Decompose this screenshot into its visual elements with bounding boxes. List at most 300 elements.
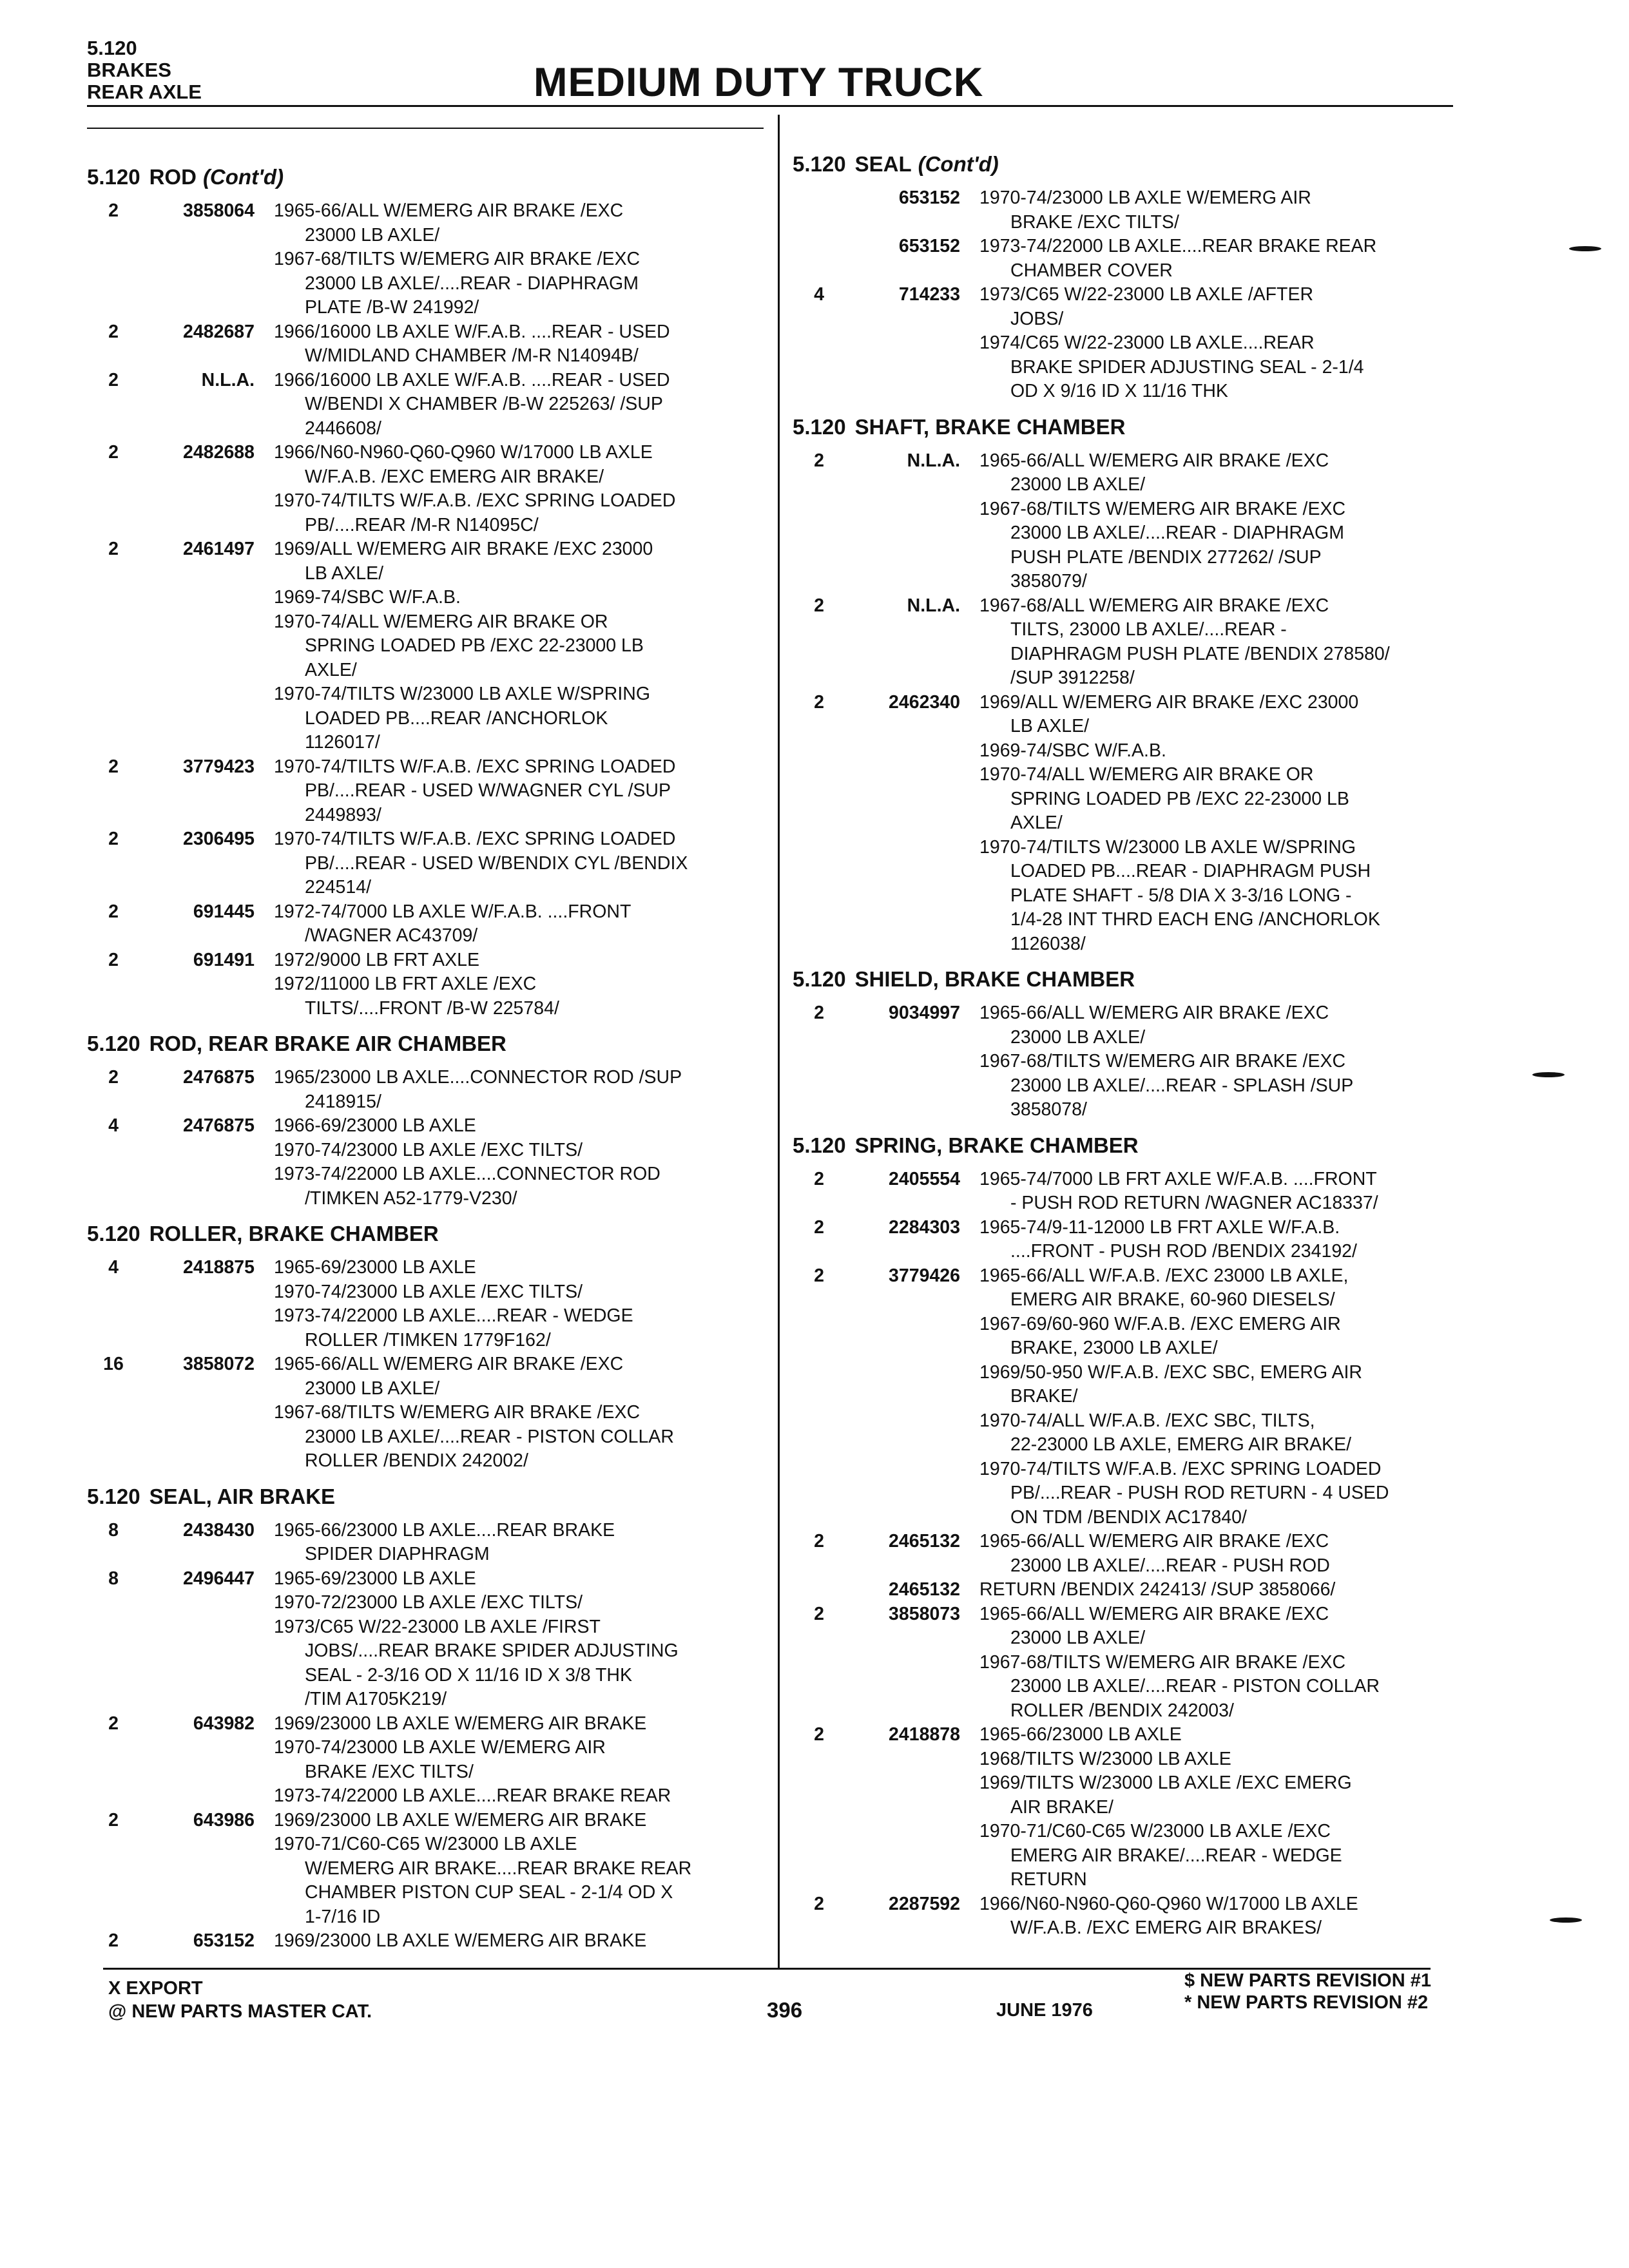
part-row xyxy=(87,1929,764,1954)
description-line: 1967-68/TILTS W/EMERG AIR BRAKE /EXC xyxy=(979,1651,1346,1673)
section-title xyxy=(793,966,1469,992)
description-line: 1973-74/22000 LB AXLE....REAR - WEDGE xyxy=(274,1305,633,1326)
description-line: 1965-69/23000 LB AXLE xyxy=(274,1568,476,1589)
part-number: 714233 xyxy=(898,284,960,305)
description-line: 1966/N60-N960-Q60-Q960 W/17000 LB AXLE xyxy=(979,1893,1358,1914)
description-line: 23000 LB AXLE/ xyxy=(305,1378,440,1399)
section-title-text: ROD, REAR BRAKE AIR CHAMBER xyxy=(149,1032,506,1055)
description-line: 23000 LB AXLE/ xyxy=(1010,474,1146,495)
description-line: 1974/C65 W/22-23000 LB AXLE....REAR xyxy=(979,332,1315,353)
part-row xyxy=(793,1264,1469,1530)
description-line: 1969-74/SBC W/F.A.B. xyxy=(979,740,1166,761)
part-row xyxy=(87,755,764,828)
part-description xyxy=(274,199,764,320)
section-title xyxy=(87,1031,764,1057)
part-quantity: 4 xyxy=(108,1257,119,1278)
section-title-number: 5.120 xyxy=(793,152,846,176)
part-description xyxy=(979,1001,1469,1122)
description-line: 1965-66/ALL W/EMERG AIR BRAKE /EXC xyxy=(274,1354,624,1374)
part-number: 2287592 xyxy=(889,1893,960,1914)
part-quantity: 2 xyxy=(108,829,119,849)
description-line: 1965-66/ALL W/EMERG AIR BRAKE /EXC xyxy=(979,450,1329,471)
description-line: AXLE/ xyxy=(305,659,357,680)
part-description xyxy=(979,235,1469,283)
export-note: X EXPORT xyxy=(108,1978,203,1999)
part-quantity: 2 xyxy=(814,691,824,713)
description-line: 23000 LB AXLE/....REAR - DIAPHRAGM xyxy=(305,273,639,294)
part-number: 2482687 xyxy=(183,321,255,342)
part-quantity: 2 xyxy=(814,1724,824,1745)
description-line: 1968/TILTS W/23000 LB AXLE xyxy=(979,1748,1231,1769)
part-quantity: 2 xyxy=(814,1265,824,1286)
section-subcategory: REAR AXLE xyxy=(87,81,202,103)
part-number: 2476875 xyxy=(183,1067,255,1088)
description-line: 1965-66/ALL W/EMERG AIR BRAKE /EXC xyxy=(979,1603,1329,1624)
part-description xyxy=(979,594,1469,691)
part-quantity: 2 xyxy=(108,200,119,221)
part-number: 691445 xyxy=(193,901,255,922)
part-quantity: 2 xyxy=(814,1603,824,1624)
part-number: 9034997 xyxy=(889,1003,960,1023)
part-number: 2405554 xyxy=(889,1168,960,1189)
description-line: 1969/23000 LB AXLE W/EMERG AIR BRAKE xyxy=(274,1809,647,1831)
description-line: 1965-74/9-11-12000 LB FRT AXLE W/F.A.B. xyxy=(979,1216,1340,1238)
description-line: 1972/9000 LB FRT AXLE xyxy=(274,949,480,970)
part-row xyxy=(87,537,764,755)
section-title-number: 5.120 xyxy=(793,967,846,991)
part-number: 2438430 xyxy=(183,1519,255,1541)
description-line: 23000 LB AXLE/ xyxy=(305,224,440,245)
description-line: 1970-74/TILTS W/F.A.B. /EXC SPRING LOADED xyxy=(274,756,676,777)
description-line: 23000 LB AXLE/....REAR - PISTON COLLAR xyxy=(305,1426,674,1447)
description-line: 2449893/ xyxy=(305,804,381,825)
description-line: 1969/23000 LB AXLE W/EMERG AIR BRAKE xyxy=(274,1930,647,1951)
part-number: 2476875 xyxy=(183,1115,255,1136)
part-row xyxy=(87,900,764,948)
part-row xyxy=(87,1114,764,1211)
part-row xyxy=(793,1168,1469,1216)
description-line: PLATE SHAFT - 5/8 DIA X 3-3/16 LONG - xyxy=(1010,885,1352,906)
part-quantity: 2 xyxy=(108,1713,119,1734)
description-line: 1969/ALL W/EMERG AIR BRAKE /EXC 23000 xyxy=(274,539,653,559)
description-line: 23000 LB AXLE/....REAR - PISTON COLLAR xyxy=(1010,1676,1380,1696)
description-line: 1126038/ xyxy=(1010,933,1086,954)
part-description xyxy=(274,900,764,948)
description-line: LB AXLE/ xyxy=(1010,716,1090,736)
part-description xyxy=(979,1168,1469,1216)
part-quantity: 2 xyxy=(108,1930,119,1951)
part-number: 2284303 xyxy=(889,1216,960,1238)
description-line: - PUSH ROD RETURN /WAGNER AC18337/ xyxy=(1010,1193,1378,1213)
description-line: 1973-74/22000 LB AXLE....REAR BRAKE REAR xyxy=(979,236,1377,256)
description-line: JOBS/ xyxy=(1010,308,1064,329)
section-title xyxy=(793,414,1469,440)
description-line: 1973-74/22000 LB AXLE....REAR BRAKE REAR xyxy=(274,1785,671,1806)
part-row xyxy=(793,186,1469,235)
description-line: ON TDM /BENDIX AC17840/ xyxy=(1010,1506,1247,1528)
left-column xyxy=(87,164,764,1954)
description-line: 1970-72/23000 LB AXLE /EXC TILTS/ xyxy=(274,1592,583,1613)
description-line: 23000 LB AXLE/....REAR - PUSH ROD xyxy=(1010,1555,1330,1576)
part-quantity: 2 xyxy=(814,1168,824,1189)
part-row xyxy=(87,1712,764,1809)
revision-note-2: * NEW PARTS REVISION #2 xyxy=(1184,1992,1429,2013)
description-line: SPRING LOADED PB /EXC 22-23000 LB xyxy=(1010,788,1349,809)
part-row xyxy=(87,948,764,1021)
description-line: 1965/23000 LB AXLE....CONNECTOR ROD /SUP xyxy=(274,1067,682,1088)
description-line: 1973/C65 W/22-23000 LB AXLE /FIRST xyxy=(274,1616,601,1637)
part-number: 3858064 xyxy=(183,200,255,221)
part-description xyxy=(274,320,764,369)
part-description xyxy=(274,1066,764,1114)
part-description xyxy=(979,1602,1469,1724)
description-line: W/F.A.B. /EXC EMERG AIR BRAKE/ xyxy=(305,466,604,487)
description-line: ....FRONT - PUSH ROD /BENDIX 234192/ xyxy=(1010,1241,1357,1262)
part-description xyxy=(274,755,764,828)
description-line: 1970-71/C60-C65 W/23000 LB AXLE xyxy=(274,1834,577,1854)
part-number: 2418878 xyxy=(889,1724,960,1745)
description-line: 1-7/16 ID xyxy=(305,1906,381,1927)
part-description xyxy=(274,369,764,441)
part-description xyxy=(274,827,764,900)
section-title-text: SPRING, BRAKE CHAMBER xyxy=(854,1133,1139,1157)
footer-rule xyxy=(103,1968,1431,1970)
part-description xyxy=(274,1712,764,1809)
description-line: 1965-66/ALL W/EMERG AIR BRAKE /EXC xyxy=(979,1003,1329,1023)
description-line: 23000 LB AXLE/ xyxy=(1010,1026,1146,1048)
description-line: 1967-68/TILTS W/EMERG AIR BRAKE /EXC xyxy=(979,498,1346,519)
description-line: TILTS, 23000 LB AXLE/....REAR - xyxy=(1010,619,1287,640)
part-quantity: 2 xyxy=(814,595,824,616)
description-line: PB/....REAR - USED W/WAGNER CYL /SUP xyxy=(305,780,671,801)
description-line: BRAKE /EXC TILTS/ xyxy=(1010,211,1179,233)
part-description xyxy=(274,1256,764,1352)
part-quantity: 2 xyxy=(108,756,119,777)
part-quantity: 2 xyxy=(108,442,119,463)
section-title-text: SHAFT, BRAKE CHAMBER xyxy=(854,414,1126,439)
section-continued-label: (Cont'd) xyxy=(918,152,999,176)
part-number: 2461497 xyxy=(183,539,255,559)
part-quantity: 8 xyxy=(108,1568,119,1589)
description-line: W/EMERG AIR BRAKE....REAR BRAKE REAR xyxy=(305,1858,692,1879)
part-row xyxy=(87,441,764,537)
section-title xyxy=(87,1484,764,1510)
part-quantity: 2 xyxy=(108,1809,119,1831)
description-line: 1972/11000 LB FRT AXLE /EXC xyxy=(274,974,537,994)
part-row xyxy=(87,369,764,441)
description-line: 1967-68/TILTS W/EMERG AIR BRAKE /EXC xyxy=(274,1402,641,1423)
section-title-number: 5.120 xyxy=(87,165,140,189)
section-title-text: SHIELD, BRAKE CHAMBER xyxy=(854,967,1135,991)
description-line: 23000 LB AXLE/ xyxy=(1010,1628,1146,1648)
part-quantity: 2 xyxy=(108,369,119,390)
part-quantity: 4 xyxy=(814,284,824,305)
description-line: /TIM A1705K219/ xyxy=(305,1689,447,1709)
column-divider xyxy=(778,115,780,1969)
description-line: CHAMBER PISTON CUP SEAL - 2-1/4 OD X xyxy=(305,1882,673,1903)
description-line: PB/....REAR - PUSH ROD RETURN - 4 USED xyxy=(1010,1483,1389,1503)
description-line: 1967-68/TILTS W/EMERG AIR BRAKE /EXC xyxy=(979,1051,1346,1072)
description-line: BRAKE SPIDER ADJUSTING SEAL - 2-1/4 xyxy=(1010,356,1364,378)
part-description xyxy=(274,1929,764,1954)
part-description xyxy=(274,1567,764,1712)
description-line: 1967-68/TILTS W/EMERG AIR BRAKE /EXC xyxy=(274,249,641,269)
description-line: DIAPHRAGM PUSH PLATE /BENDIX 278580/ xyxy=(1010,643,1390,664)
part-row xyxy=(793,283,1469,404)
part-quantity: 2 xyxy=(814,1893,824,1914)
part-quantity: 2 xyxy=(108,1067,119,1088)
part-row xyxy=(793,1602,1469,1724)
part-description xyxy=(979,1530,1469,1578)
description-line: JOBS/....REAR BRAKE SPIDER ADJUSTING xyxy=(305,1640,679,1661)
section-number: 5.120 xyxy=(87,37,137,59)
part-description xyxy=(274,1519,764,1567)
part-description xyxy=(979,1723,1469,1892)
part-number: 3858072 xyxy=(183,1354,255,1374)
description-line: EMERG AIR BRAKE, 60-960 DIESELS/ xyxy=(1010,1289,1335,1310)
part-row xyxy=(87,1567,764,1712)
description-line: 1965-74/7000 LB FRT AXLE W/F.A.B. ....FRONT xyxy=(979,1168,1377,1189)
section-header xyxy=(87,37,202,103)
part-description xyxy=(979,186,1469,235)
section-title-number: 5.120 xyxy=(87,1484,140,1508)
description-line: BRAKE/ xyxy=(1010,1386,1078,1407)
description-line: 1970-74/TILTS W/23000 LB AXLE W/SPRING xyxy=(274,684,650,704)
description-line: 1965-66/ALL W/EMERG AIR BRAKE /EXC xyxy=(274,200,624,221)
description-line: 1126017/ xyxy=(305,732,380,753)
description-line: 1965-66/ALL W/EMERG AIR BRAKE /EXC xyxy=(979,1531,1329,1552)
description-line: 1965-66/23000 LB AXLE xyxy=(979,1724,1182,1745)
part-quantity: 2 xyxy=(814,450,824,471)
part-row xyxy=(793,1723,1469,1892)
section-title-text: SEAL xyxy=(854,152,912,176)
part-row xyxy=(793,1530,1469,1578)
part-number: 2462340 xyxy=(889,691,960,713)
part-number: 653152 xyxy=(898,236,960,256)
description-line: LOADED PB....REAR - DIAPHRAGM PUSH xyxy=(1010,861,1371,881)
description-line: 1965-66/23000 LB AXLE....REAR BRAKE xyxy=(274,1519,615,1541)
description-line: W/MIDLAND CHAMBER /M-R N14094B/ xyxy=(305,345,639,366)
part-number: 3858073 xyxy=(889,1603,960,1624)
part-row xyxy=(793,235,1469,283)
description-line: 23000 LB AXLE/....REAR - SPLASH /SUP xyxy=(1010,1075,1354,1096)
part-number: 691491 xyxy=(193,949,255,970)
description-line: 1969/50-950 W/F.A.B. /EXC SBC, EMERG AIR xyxy=(979,1361,1362,1383)
part-row xyxy=(87,1809,764,1930)
part-description xyxy=(979,1892,1469,1941)
description-line: 1970-74/ALL W/EMERG AIR BRAKE OR xyxy=(274,611,608,632)
description-line: CHAMBER COVER xyxy=(1010,260,1173,281)
description-line: /SUP 3912258/ xyxy=(1010,668,1135,688)
part-description xyxy=(979,691,1469,957)
description-line: SPIDER DIAPHRAGM xyxy=(305,1544,490,1564)
description-line: 1965-69/23000 LB AXLE xyxy=(274,1257,476,1278)
margin-mark xyxy=(1550,1917,1582,1923)
part-number: 3779423 xyxy=(183,756,255,777)
description-line: 1965-66/ALL W/F.A.B. /EXC 23000 LB AXLE, xyxy=(979,1265,1349,1286)
description-line: 1970-74/23000 LB AXLE /EXC TILTS/ xyxy=(274,1281,583,1302)
part-number: 2306495 xyxy=(183,829,255,849)
part-number: 3779426 xyxy=(889,1265,960,1286)
description-line: W/BENDI X CHAMBER /B-W 225263/ /SUP xyxy=(305,394,663,414)
part-number: N.L.A. xyxy=(907,595,960,616)
part-quantity: 4 xyxy=(108,1115,119,1136)
page-title: MEDIUM DUTY TRUCK xyxy=(534,60,984,105)
part-row xyxy=(87,1256,764,1352)
part-number: 653152 xyxy=(193,1930,255,1951)
part-description xyxy=(979,283,1469,404)
part-quantity: 2 xyxy=(814,1003,824,1023)
description-line: 1/4-28 INT THRD EACH ENG /ANCHORLOK xyxy=(1010,909,1380,930)
section-title-number: 5.120 xyxy=(793,414,846,439)
part-description xyxy=(979,1578,1469,1602)
part-row xyxy=(87,1066,764,1114)
description-line: 1969/TILTS W/23000 LB AXLE /EXC EMERG xyxy=(979,1773,1352,1793)
part-number: 2418875 xyxy=(183,1257,255,1278)
publication-date: JUNE 1976 xyxy=(996,2000,1093,2021)
section-title-text: ROLLER, BRAKE CHAMBER xyxy=(149,1222,439,1245)
part-row xyxy=(87,320,764,369)
description-line: OD X 9/16 ID X 11/16 THK xyxy=(1010,381,1228,401)
description-line: 1970-71/C60-C65 W/23000 LB AXLE /EXC xyxy=(979,1821,1331,1841)
description-line: 2418915/ xyxy=(305,1091,381,1112)
part-row xyxy=(793,1216,1469,1264)
page-number: 396 xyxy=(767,1998,803,2022)
description-line: 1967-69/60-960 W/F.A.B. /EXC EMERG AIR xyxy=(979,1313,1341,1334)
description-line: AXLE/ xyxy=(1010,812,1063,833)
part-number: 2465132 xyxy=(889,1531,960,1552)
description-line: 1969/ALL W/EMERG AIR BRAKE /EXC 23000 xyxy=(979,691,1359,713)
description-line: 1966/N60-N960-Q60-Q960 W/17000 LB AXLE xyxy=(274,442,653,463)
section-title xyxy=(793,1133,1469,1158)
part-number: 2465132 xyxy=(889,1579,960,1600)
part-description xyxy=(274,537,764,755)
description-line: 1970-74/23000 LB AXLE W/EMERG AIR xyxy=(979,187,1311,208)
part-description xyxy=(979,449,1469,594)
section-title-number: 5.120 xyxy=(87,1032,140,1055)
section-title xyxy=(87,1221,764,1247)
part-number: 2496447 xyxy=(183,1568,255,1589)
section-category: BRAKES xyxy=(87,59,171,81)
description-line: 1969/23000 LB AXLE W/EMERG AIR BRAKE xyxy=(274,1713,647,1734)
description-line: PB/....REAR - USED W/BENDIX CYL /BENDIX xyxy=(305,852,688,874)
description-line: TILTS/....FRONT /B-W 225784/ xyxy=(305,997,559,1019)
description-line: SEAL - 2-3/16 OD X 11/16 ID X 3/8 THK xyxy=(305,1664,632,1686)
description-line: 1970-74/23000 LB AXLE W/EMERG AIR xyxy=(274,1737,606,1758)
header-rule-secondary xyxy=(87,128,764,129)
margin-mark xyxy=(1532,1072,1565,1077)
description-line: BRAKE, 23000 LB AXLE/ xyxy=(1010,1338,1218,1358)
description-line: 1966-69/23000 LB AXLE xyxy=(274,1115,476,1136)
description-line: 1966/16000 LB AXLE W/F.A.B. ....REAR - USED xyxy=(274,321,670,342)
section-title xyxy=(793,151,1469,177)
description-line: 2446608/ xyxy=(305,418,381,439)
part-quantity: 2 xyxy=(108,321,119,342)
description-line: 1970-74/TILTS W/23000 LB AXLE W/SPRING xyxy=(979,836,1356,858)
part-number: 2482688 xyxy=(183,442,255,463)
description-line: BRAKE /EXC TILTS/ xyxy=(305,1761,474,1782)
description-line: 3858079/ xyxy=(1010,571,1087,591)
description-line: 1970-74/23000 LB AXLE /EXC TILTS/ xyxy=(274,1139,583,1160)
description-line: ROLLER /TIMKEN 1779F162/ xyxy=(305,1329,551,1350)
description-line: AIR BRAKE/ xyxy=(1010,1796,1113,1818)
part-row xyxy=(87,1519,764,1567)
master-catalog-note: @ NEW PARTS MASTER CAT. xyxy=(108,2001,372,2022)
part-quantity: 16 xyxy=(103,1354,124,1374)
revision-note-1: $ NEW PARTS REVISION #1 xyxy=(1184,1970,1431,1991)
description-line: 3858078/ xyxy=(1010,1099,1087,1120)
description-line: 1973/C65 W/22-23000 LB AXLE /AFTER xyxy=(979,284,1314,305)
section-title-number: 5.120 xyxy=(793,1133,846,1157)
description-line: ROLLER /BENDIX 242003/ xyxy=(1010,1700,1234,1721)
part-row xyxy=(87,1352,764,1474)
section-title-text: ROD xyxy=(149,165,197,189)
part-row xyxy=(793,1001,1469,1122)
description-line: 224514/ xyxy=(305,877,372,898)
description-line: ROLLER /BENDIX 242002/ xyxy=(305,1450,528,1471)
description-line: 1966/16000 LB AXLE W/F.A.B. ....REAR - USED xyxy=(274,369,670,390)
part-row xyxy=(793,691,1469,957)
part-row xyxy=(87,827,764,900)
part-quantity: 2 xyxy=(108,949,119,970)
part-description xyxy=(979,1264,1469,1530)
description-line: 1970-74/ALL W/F.A.B. /EXC SBC, TILTS, xyxy=(979,1410,1315,1431)
part-description xyxy=(274,1809,764,1930)
part-description xyxy=(274,1114,764,1211)
part-quantity: 2 xyxy=(814,1216,824,1238)
part-number: 653152 xyxy=(898,187,960,208)
description-line: PUSH PLATE /BENDIX 277262/ /SUP xyxy=(1010,546,1322,568)
right-column xyxy=(793,151,1469,1941)
part-row xyxy=(87,199,764,320)
part-description xyxy=(274,1352,764,1474)
description-line: 1970-74/TILTS W/F.A.B. /EXC SPRING LOADED xyxy=(274,829,676,849)
description-line: /TIMKEN A52-1779-V230/ xyxy=(305,1187,517,1209)
section-continued-label: (Cont'd) xyxy=(202,165,284,189)
part-row xyxy=(793,449,1469,594)
part-quantity: 2 xyxy=(814,1531,824,1552)
description-line: PLATE /B-W 241992/ xyxy=(305,297,479,318)
description-line: SPRING LOADED PB /EXC 22-23000 LB xyxy=(305,635,644,656)
description-line: /WAGNER AC43709/ xyxy=(305,925,478,946)
description-line: W/F.A.B. /EXC EMERG AIR BRAKES/ xyxy=(1010,1917,1322,1938)
description-line: 23000 LB AXLE/....REAR - DIAPHRAGM xyxy=(1010,523,1344,543)
section-title-text: SEAL, AIR BRAKE xyxy=(149,1484,336,1508)
part-number: N.L.A. xyxy=(201,369,255,390)
description-line: LOADED PB....REAR /ANCHORLOK xyxy=(305,707,608,729)
description-line: RETURN /BENDIX 242413/ /SUP 3858066/ xyxy=(979,1579,1336,1600)
header-rule xyxy=(87,105,1453,107)
part-row xyxy=(793,1578,1469,1602)
description-line: 1973-74/22000 LB AXLE....CONNECTOR ROD xyxy=(274,1164,660,1184)
description-line: 1970-74/TILTS W/F.A.B. /EXC SPRING LOADED xyxy=(979,1458,1382,1479)
part-description xyxy=(979,1216,1469,1264)
part-description xyxy=(274,948,764,1021)
part-row xyxy=(793,594,1469,691)
part-description xyxy=(274,441,764,537)
description-line: RETURN xyxy=(1010,1869,1087,1890)
part-number: 643982 xyxy=(193,1713,255,1734)
description-line: 22-23000 LB AXLE, EMERG AIR BRAKE/ xyxy=(1010,1434,1352,1455)
description-line: PB/....REAR /M-R N14095C/ xyxy=(305,514,539,535)
description-line: LB AXLE/ xyxy=(305,562,384,584)
description-line: 1972-74/7000 LB AXLE W/F.A.B. ....FRONT xyxy=(274,901,631,922)
part-row xyxy=(793,1892,1469,1941)
description-line: 1970-74/TILTS W/F.A.B. /EXC SPRING LOADED xyxy=(274,490,676,511)
part-quantity: 2 xyxy=(108,539,119,559)
part-quantity: 8 xyxy=(108,1519,119,1541)
description-line: 1969-74/SBC W/F.A.B. xyxy=(274,587,461,608)
